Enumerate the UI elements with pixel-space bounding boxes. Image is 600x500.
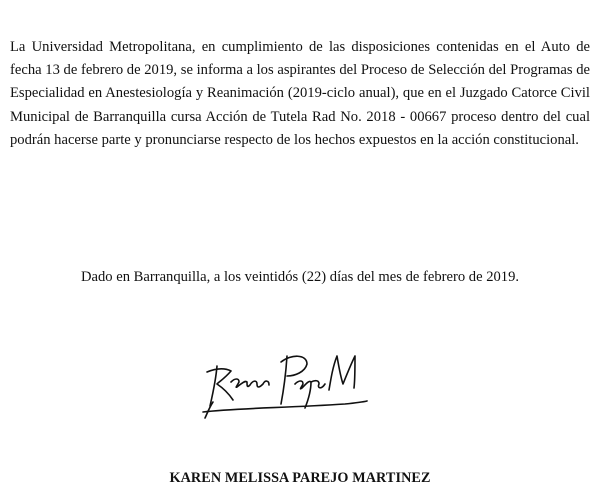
notice-paragraph: La Universidad Metropolitana, en cumplimiento de las disposiciones contenidas en el Auto de fecha 13 de febrero de 2019, se informa a los aspirantes del Proceso de Selección del Programas de Especialidad en Anestesiología y Reanimación (2019-ciclo anual), que en el Juzgado Catorce Civil Municipal de Barranquilla cursa Acción de Tutela Rad No. 2018 - 00667 proceso dentro del cual podrán hacerse parte y pronunciarse respecto de los hechos expuestos en la acción constitucional. [10,39,590,148]
date-line: Dado en Barranquilla, a los veintidós (22) días del mes de febrero de 2019. [80,269,520,285]
signer-name: KAREN MELISSA PAREJO MARTINEZ [169,470,431,486]
handwritten-signature [195,338,370,420]
